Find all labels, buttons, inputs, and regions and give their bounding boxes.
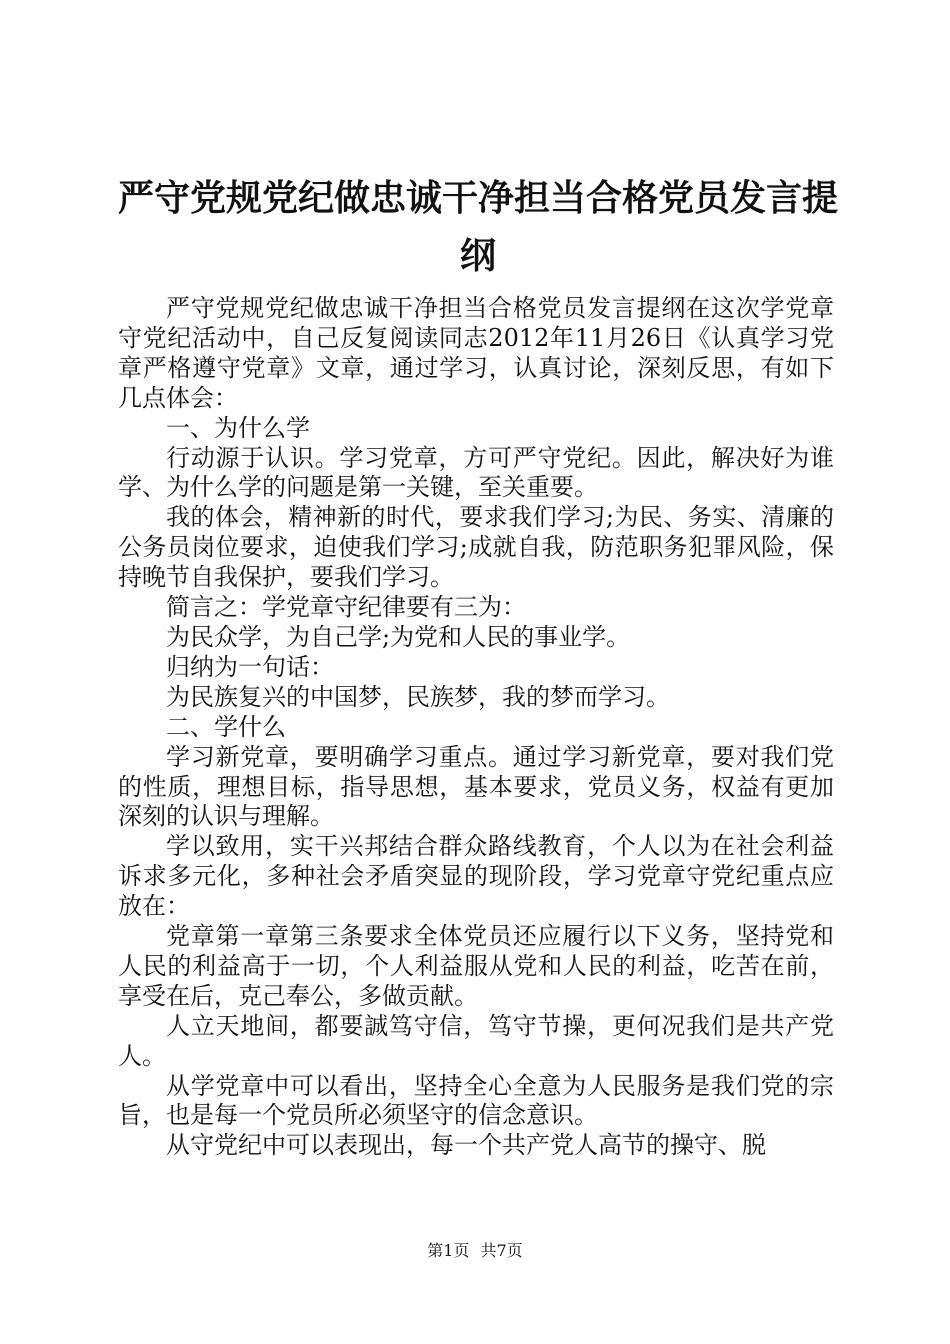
section-heading: 二、学什么 xyxy=(166,712,286,741)
page-total: 共7页 xyxy=(480,1241,523,1260)
paragraph: 学以致用，实干兴邦结合群众路线教育，个人以为在社会利益诉求多元化，多种社会矛盾突显的现阶段，学习党章守党纪重点应放在： xyxy=(118,832,834,921)
paragraph: 从守党纪中可以表现出，每一个共产党人高节的操守、脱 xyxy=(166,1131,766,1160)
paragraph: 人立天地间，都要誠笃守信，笃守节操，更何况我们是共产党人。 xyxy=(118,1011,834,1070)
page-footer xyxy=(0,1241,950,1261)
section-heading: 一、为什么学 xyxy=(166,413,310,442)
paragraph: 为民众学，为自己学;为党和人民的事业学。 xyxy=(166,622,631,651)
page-number: 第1页 xyxy=(427,1241,470,1260)
paragraph: 归纳为一句话： xyxy=(166,652,334,681)
paragraph: 从学党章中可以看出，坚持全心全意为人民服务是我们党的宗旨，也是每一个党员所必须坚守的信念意识。 xyxy=(118,1071,834,1130)
paragraph: 我的体会，精神新的时代，要求我们学习;为民、务实、清廉的公务员岗位要求，迫使我们学习;成就自我，防范职务犯罪风险，保持晚节自我保护，要我们学习。 xyxy=(118,503,834,592)
paragraph: 简言之：学党章守纪律要有三为： xyxy=(166,593,526,622)
paragraph: 党章第一章第三条要求全体党员还应履行以下义务，坚持党和人民的利益高于一切，个人利益服从党和人民的利益，吃苦在前，享受在后，克己奉公，多做贡献。 xyxy=(118,922,834,1010)
paragraph: 行动源于认识。学习党章，方可严守党纪。因此，解决好为谁学、为什么学的问题是第一关键，至关重要。 xyxy=(118,443,834,502)
paragraph: 为民族复兴的中国梦，民族梦，我的梦而学习。 xyxy=(166,682,670,711)
document-body xyxy=(118,294,834,1161)
document-title: 严守党规党纪做忠诚干净担当合格党员发言提纲 xyxy=(118,178,839,277)
paragraph: 严守党规党纪做忠诚干净担当合格党员发言提纲在这次学党章守党纪活动中，自己反复阅读同志2012年11月26日《认真学习党章严格遵守党章》文章，通过学习，认真讨论，深刻反思，有如下几点体会： xyxy=(118,294,834,412)
paragraph: 学习新党章，要明确学习重点。通过学习新党章，要对我们党的性质，理想目标，指导思想，基本要求，党员义务，权益有更加深刻的认识与理解。 xyxy=(118,742,834,831)
